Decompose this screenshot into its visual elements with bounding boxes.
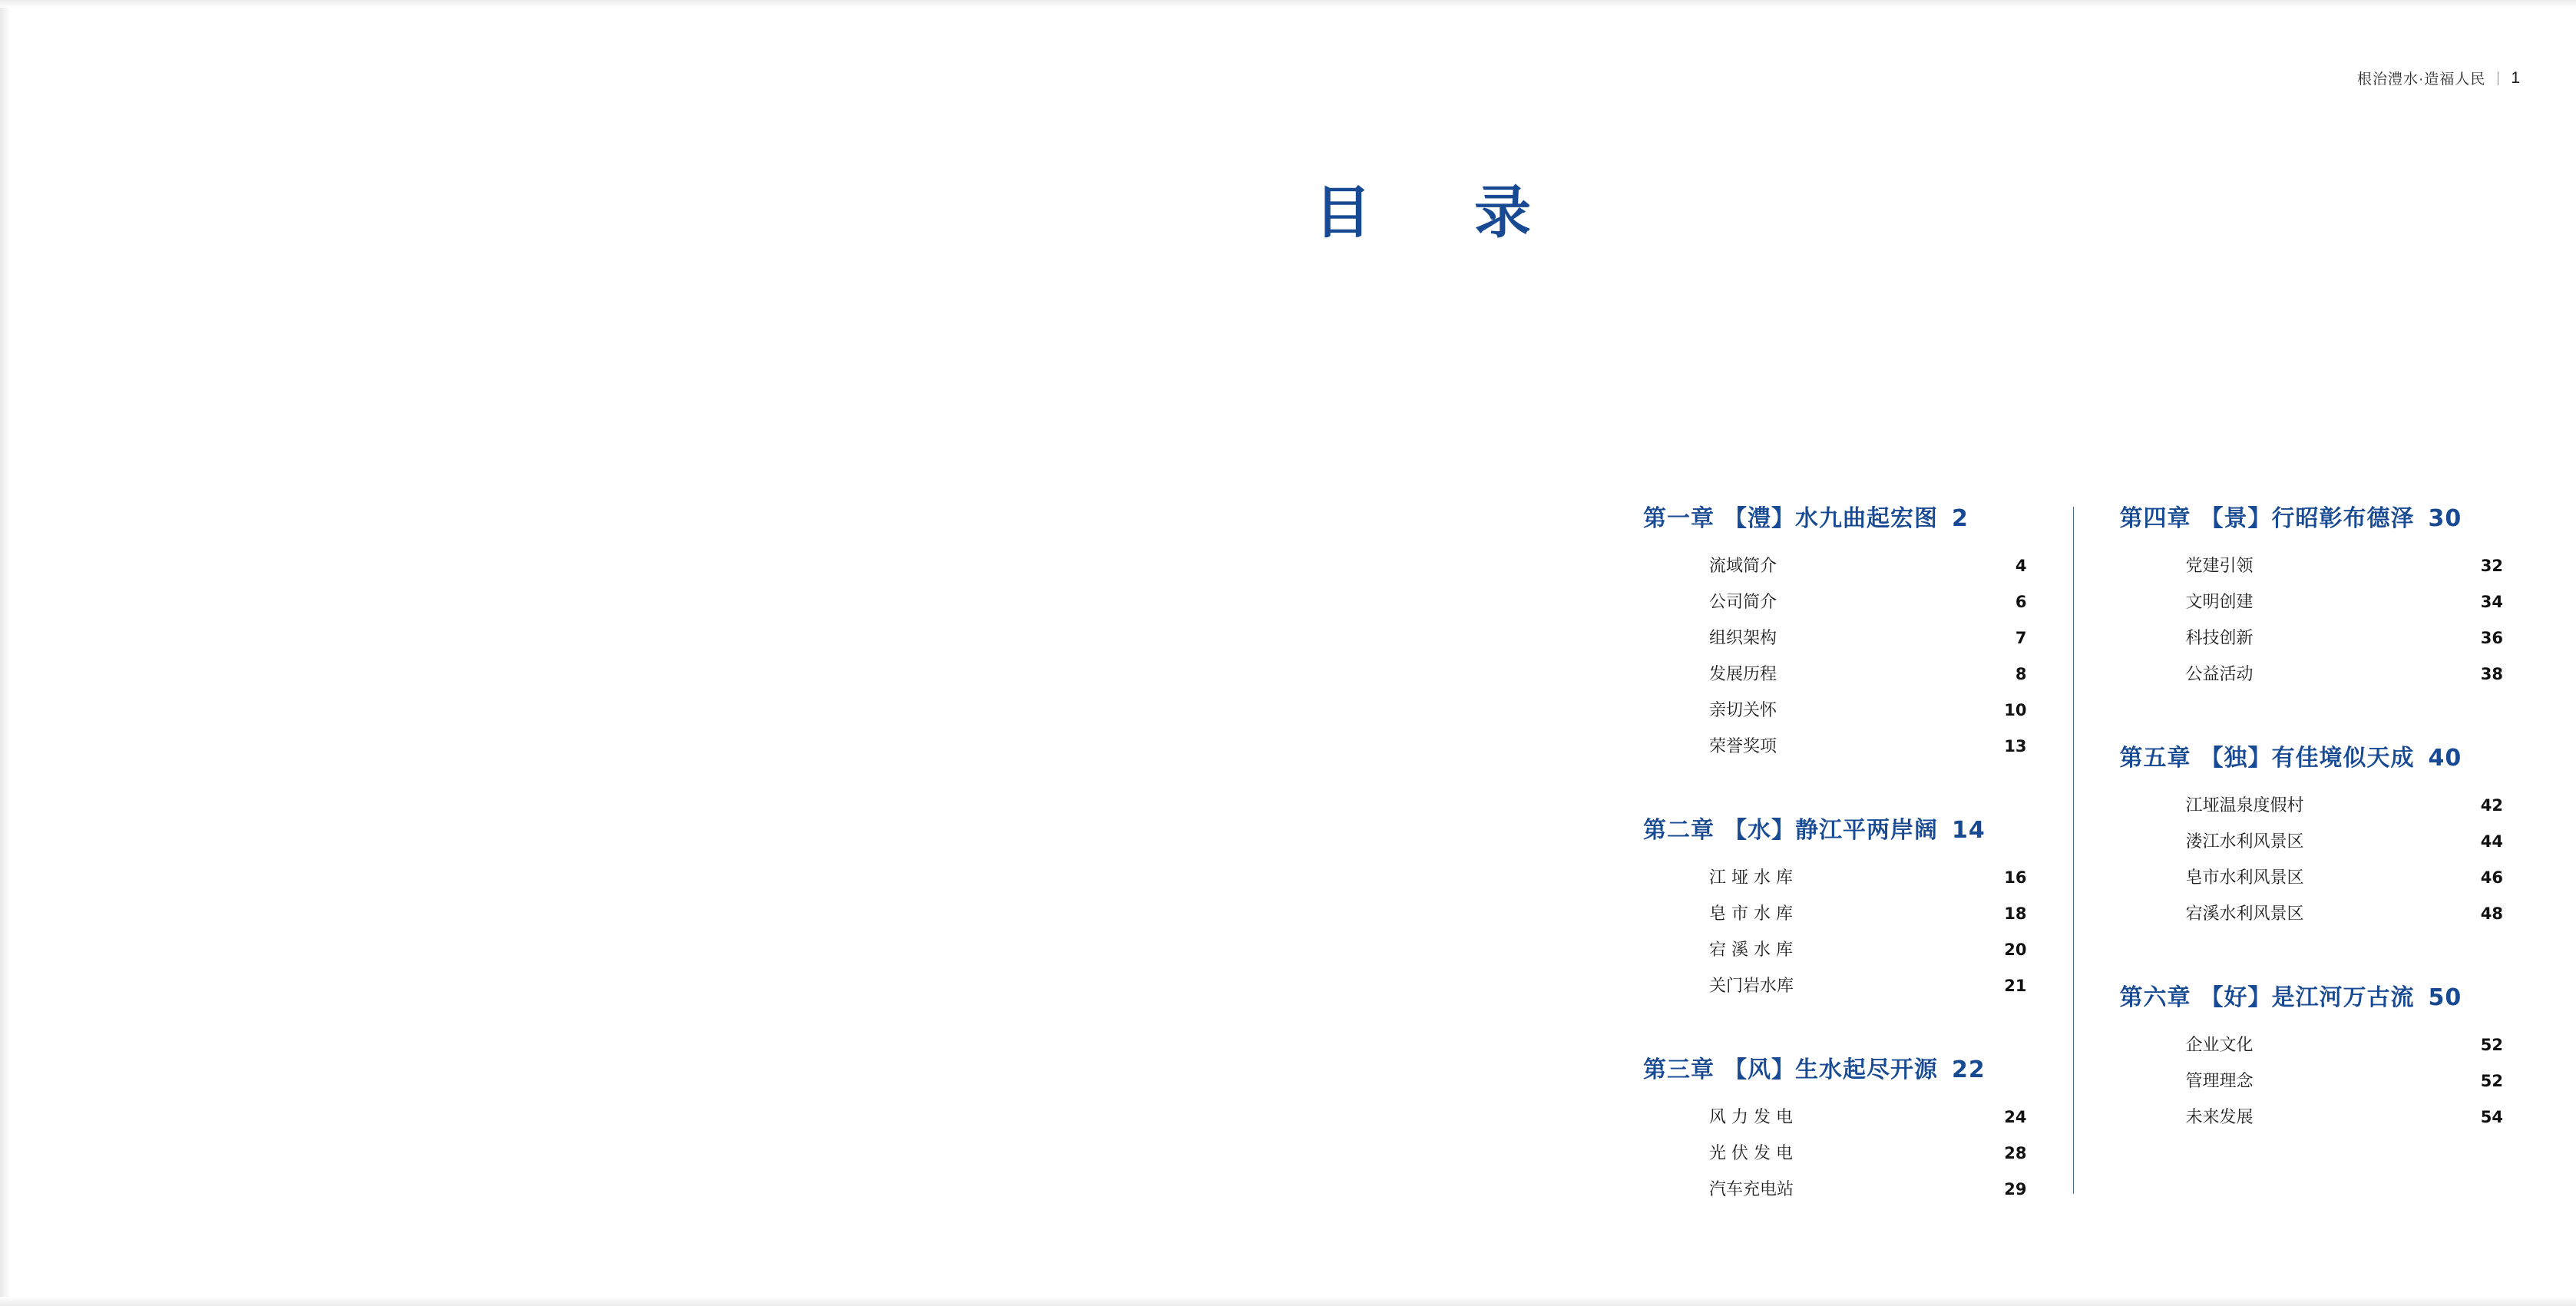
toc-chapter[interactable] (1643, 499, 2027, 757)
toc-entry[interactable] (1709, 1140, 2027, 1164)
toc-chapter-page: 14 (1952, 817, 1986, 844)
toc-entry[interactable] (1709, 1104, 2027, 1128)
toc-entry-name: 组织架构 (1709, 629, 1777, 648)
toc-entry-name: 未来发展 (2185, 1108, 2254, 1127)
toc-entry[interactable] (1709, 553, 2027, 577)
toc-entry[interactable] (2186, 901, 2504, 924)
toc-entry-page: 52 (2480, 1036, 2503, 1054)
toc-entry[interactable] (2186, 865, 2504, 888)
toc-entry-name: 汽车充电站 (1709, 1180, 1794, 1199)
toc-chapter-label: 第一章 (1643, 505, 1715, 532)
toc-entry-list (1643, 865, 2027, 997)
toc-entry-name: 宕溪水库 (1709, 941, 1799, 960)
toc-entry-page: 38 (2480, 665, 2503, 683)
toc-entry-name: 企业文化 (2185, 1036, 2254, 1055)
toc-entry-page: 29 (2004, 1180, 2027, 1199)
toc-chapter-heading[interactable] (1643, 1050, 2027, 1084)
toc-entry-name: 江垭温泉度假村 (2185, 796, 2304, 815)
toc-entry-page: 52 (2480, 1072, 2503, 1090)
toc-entry[interactable] (2186, 1104, 2504, 1128)
page-edge-shadow-top (0, 0, 2576, 8)
toc-entry[interactable] (2186, 589, 2504, 613)
toc-chapter-page: 30 (2428, 505, 2462, 532)
toc-chapter-label: 第四章 (2119, 505, 2191, 532)
page-edge-shadow-bottom (0, 1297, 2576, 1306)
toc-entry[interactable] (2186, 553, 2504, 577)
toc-entry[interactable] (1709, 973, 2027, 997)
toc-entry-name: 溇江水利风景区 (2185, 832, 2304, 851)
toc-chapter[interactable] (1643, 1050, 2027, 1200)
toc-entry-name: 皂市水利风景区 (2185, 868, 2304, 888)
toc-entry[interactable] (1709, 661, 2027, 685)
toc-chapter-title: 【独】有佳境似天成 (2200, 745, 2415, 772)
toc-column-right (2074, 499, 2504, 1128)
toc-chapter-heading[interactable] (1643, 499, 2027, 533)
toc-entry[interactable] (2186, 625, 2504, 649)
toc-chapter-label: 第二章 (1643, 817, 1715, 844)
toc-entry-name: 公司简介 (1709, 593, 1777, 612)
toc-chapter-heading[interactable] (2120, 739, 2504, 772)
toc-entry-page: 4 (2015, 557, 2027, 575)
toc-entry-page: 18 (2004, 904, 2027, 923)
toc-chapter-title: 【好】是江河万古流 (2200, 984, 2415, 1011)
toc-chapter-heading[interactable] (1643, 811, 2027, 845)
toc-chapter-title: 【景】行昭彰布德泽 (2200, 505, 2415, 532)
toc-entry-page: 44 (2480, 832, 2503, 851)
toc-chapter-title: 【风】生水起尽开源 (1724, 1056, 1938, 1083)
toc-entry[interactable] (1709, 865, 2027, 888)
toc-chapter-page: 2 (1952, 505, 1969, 532)
toc-entry-page: 34 (2480, 593, 2503, 611)
toc-chapter-page: 50 (2428, 984, 2462, 1011)
toc-entry[interactable] (1709, 901, 2027, 924)
toc-entry[interactable] (2186, 1032, 2504, 1056)
toc-entry-name: 荣誉奖项 (1709, 737, 1777, 756)
toc-entry[interactable] (1709, 625, 2027, 649)
toc-entry-list (2120, 792, 2504, 924)
toc-chapter-label: 第五章 (2119, 745, 2191, 772)
toc-entry-name: 亲切关怀 (1709, 701, 1777, 720)
toc-entry-name: 科技创新 (2185, 629, 2254, 648)
toc-entry-page: 6 (2015, 593, 2027, 611)
toc-entry-name: 皂市水库 (1709, 904, 1799, 924)
toc-entry-page: 16 (2004, 868, 2027, 887)
running-header-slogan: 根治澧水·造福人民 (2356, 71, 2486, 88)
toc-entry-page: 20 (2004, 941, 2027, 959)
toc-entry[interactable] (1709, 1176, 2027, 1200)
toc-entry-name: 流域简介 (1709, 557, 1777, 576)
toc-entry-page: 7 (2015, 629, 2027, 647)
toc-entry-list (2120, 553, 2504, 685)
toc-entry-name: 党建引领 (2185, 557, 2254, 576)
toc-chapter-title: 【水】静江平两岸阔 (1724, 817, 1938, 844)
toc-chapter-label: 第六章 (2119, 984, 2191, 1011)
toc-entry-name: 光伏发电 (1709, 1144, 1799, 1163)
toc-entry-page: 48 (2480, 904, 2503, 923)
toc-entry-page: 28 (2004, 1144, 2027, 1162)
toc-column-left (1643, 499, 2073, 1200)
page-title: 目 录 (1314, 180, 1554, 246)
toc-entry-page: 13 (2004, 737, 2027, 755)
running-header-page-number: 1 (2511, 68, 2521, 87)
toc-chapter-label: 第三章 (1643, 1056, 1715, 1083)
toc-entry-name: 风力发电 (1709, 1108, 1799, 1127)
toc-entry-page: 36 (2480, 629, 2503, 647)
toc-entry[interactable] (2186, 1068, 2504, 1092)
toc-entry[interactable] (1709, 589, 2027, 613)
toc-entry[interactable] (1709, 733, 2027, 757)
toc-chapter[interactable] (2120, 739, 2504, 924)
toc-entry-name: 宕溪水利风景区 (2185, 904, 2304, 924)
toc-entry-page: 8 (2015, 665, 2027, 683)
toc-entry[interactable] (1709, 937, 2027, 960)
running-header (2357, 68, 2521, 88)
toc-chapter-heading[interactable] (2120, 978, 2504, 1012)
toc-entry[interactable] (2186, 828, 2504, 852)
table-of-contents (1643, 499, 2503, 1200)
toc-entry[interactable] (2186, 792, 2504, 816)
page-edge-shadow-left (0, 0, 11, 1306)
toc-chapter[interactable] (2120, 978, 2504, 1128)
toc-entry-page: 10 (2004, 701, 2027, 719)
toc-entry-page: 24 (2004, 1108, 2027, 1126)
toc-entry-page: 32 (2480, 557, 2503, 575)
toc-entry-name: 公益活动 (2185, 665, 2254, 684)
toc-entry-list (1643, 553, 2027, 757)
toc-chapter-page: 22 (1952, 1056, 1986, 1083)
toc-entry-name: 发展历程 (1709, 665, 1777, 684)
toc-chapter[interactable] (2120, 499, 2504, 685)
toc-chapter[interactable] (1643, 811, 2027, 997)
toc-entry-list (2120, 1032, 2504, 1128)
toc-entry-page: 21 (2004, 977, 2027, 995)
toc-entry[interactable] (2186, 661, 2504, 685)
toc-entry-list (1643, 1104, 2027, 1200)
toc-entry-page: 54 (2480, 1108, 2503, 1126)
toc-chapter-page: 40 (2428, 745, 2462, 772)
toc-entry-page: 42 (2480, 796, 2503, 815)
toc-entry-name: 文明创建 (2185, 593, 2254, 612)
toc-chapter-heading[interactable] (2120, 499, 2504, 533)
toc-entry-name: 江垭水库 (1709, 868, 1799, 888)
toc-entry[interactable] (1709, 697, 2027, 721)
toc-chapter-title: 【澧】水九曲起宏图 (1724, 505, 1938, 532)
toc-entry-page: 46 (2480, 868, 2503, 887)
toc-entry-name: 关门岩水库 (1709, 977, 1794, 996)
toc-entry-name: 管理理念 (2185, 1072, 2254, 1091)
